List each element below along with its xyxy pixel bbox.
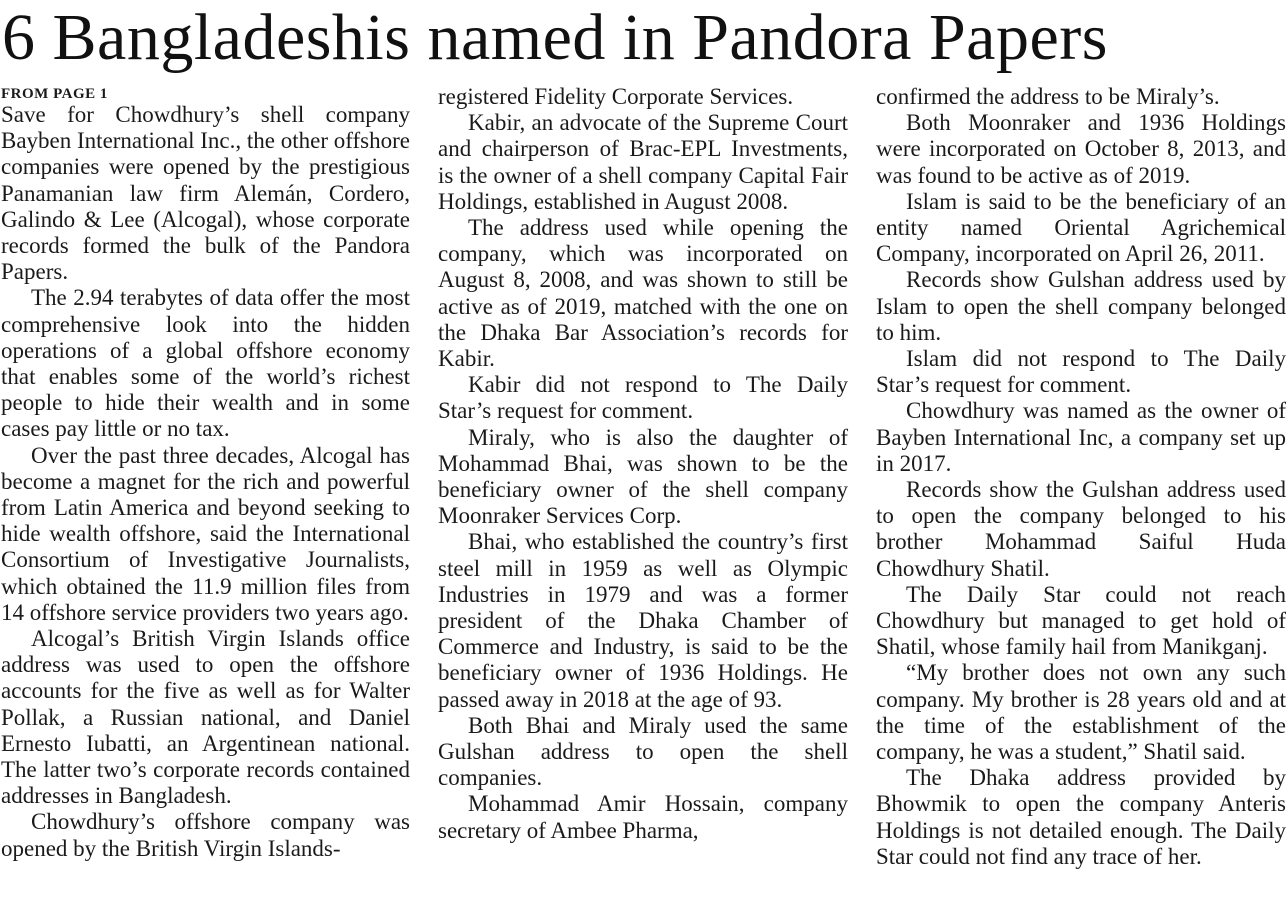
article-column-2 [438,84,848,844]
paragraph: Islam did not respond to The Daily Star’s request for comment. [876,346,1286,398]
paragraph: Save for Chowdhury’s shell company Bayben International Inc., the other offshore companies were opened by the prestigious Panamanian law firm Alemán, Cordero, Galindo & Lee (Alcogal), whose corporate records formed the bulk of the Pandora Papers. [1,102,410,285]
paragraph: The Daily Star could not reach Chowdhury but managed to get hold of Shatil, whose family hail from Manikganj. [876,581,1286,660]
paragraph: Chowdhury was named as the owner of Bayben International Inc, a company set up in 2017. [876,398,1286,476]
paragraph: Kabir did not respond to The Daily Star’s request for comment. [438,372,848,424]
paragraph: The address used while opening the company, which was incorporated on August 8, 2008, and was shown to still be active as of 2019, matched with the one on the Dhaka Bar Association’s records for Kabir. [438,215,848,372]
paragraph: Islam is said to be the beneficiary of an entity named Oriental Agrichemical Company, incorporated on April 26, 2011. [876,188,1286,267]
paragraph: Over the past three decades, Alcogal has become a magnet for the rich and powerful from Latin America and beyond seeking to hide wealth offshore, said the International Consortium of Investigative Journalists, which obtained the 11.9 million files from 14 offshore service providers two years ago. [1,442,410,625]
paragraph: The Dhaka address provided by Bhowmik to open the company Anteris Holdings is not detailed enough. The Daily Star could not find any trace of her. [876,765,1286,869]
paragraph-continued: registered Fidelity Corporate Services. [438,84,794,109]
paragraph: Alcogal’s British Virgin Islands office address was used to open the offshore accounts for the five as well as for Walter Pollak, a Russian national, and Daniel Ernesto Iubatti, an Argentinean national. The latter two’s corporate records contained addresses in Bangladesh. [1,626,410,809]
article-column-1 [1,84,410,862]
paragraph: Records show the Gulshan address used to open the company belonged to his brother Mohammad Saiful Huda Chowdhury Shatil. [876,477,1286,581]
paragraph: The 2.94 terabytes of data offer the most comprehensive look into the hidden operations of a global offshore economy that enables some of the world’s richest people to hide their wealth and in some cases pay little or no tax. [1,285,410,442]
paragraph: Records show Gulshan address used by Islam to open the shell company belonged to him. [876,267,1286,345]
paragraph: Mohammad Amir Hossain, company secretary of Ambee Pharma, [438,791,848,843]
headline: 6 Bangladeshis named in Pandora Papers [2,1,1108,74]
paragraph: Miraly, who is also the daughter of Mohammad Bhai, was shown to be the beneficiary owner of the shell company Moonraker Services Corp. [438,424,848,529]
article-column-3 [876,84,1286,870]
paragraph: “My brother does not own any such company. My brother is 28 years old and at the time of the establishment of the company, he was a student,” Shatil said. [876,660,1286,765]
paragraph: Kabir, an advocate of the Supreme Court and chairperson of Brac-EPL Investments, is the owner of a shell company Capital Fair Holdings, established in August 2008. [438,110,848,214]
paragraph: Chowdhury’s offshore company was opened by the British Virgin Islands- [1,809,410,861]
paragraph: Both Bhai and Miraly used the same Gulshan address to open the shell companies. [438,712,848,791]
jump-line: FROM PAGE 1 [1,86,108,102]
paragraph: Both Moonraker and 1936 Holdings were incorporated on October 8, 2013, and was found to be active as of 2019. [876,110,1286,188]
paragraph-continued: confirmed the address to be Miraly’s. [876,84,1220,109]
paragraph: Bhai, who established the country’s first steel mill in 1959 as well as Olympic Industries in 1979 and was a former president of the Dhaka Chamber of Commerce and Industry, is said to be the beneficiary owner of 1936 Holdings. He passed away in 2018 at the age of 93. [438,529,848,712]
